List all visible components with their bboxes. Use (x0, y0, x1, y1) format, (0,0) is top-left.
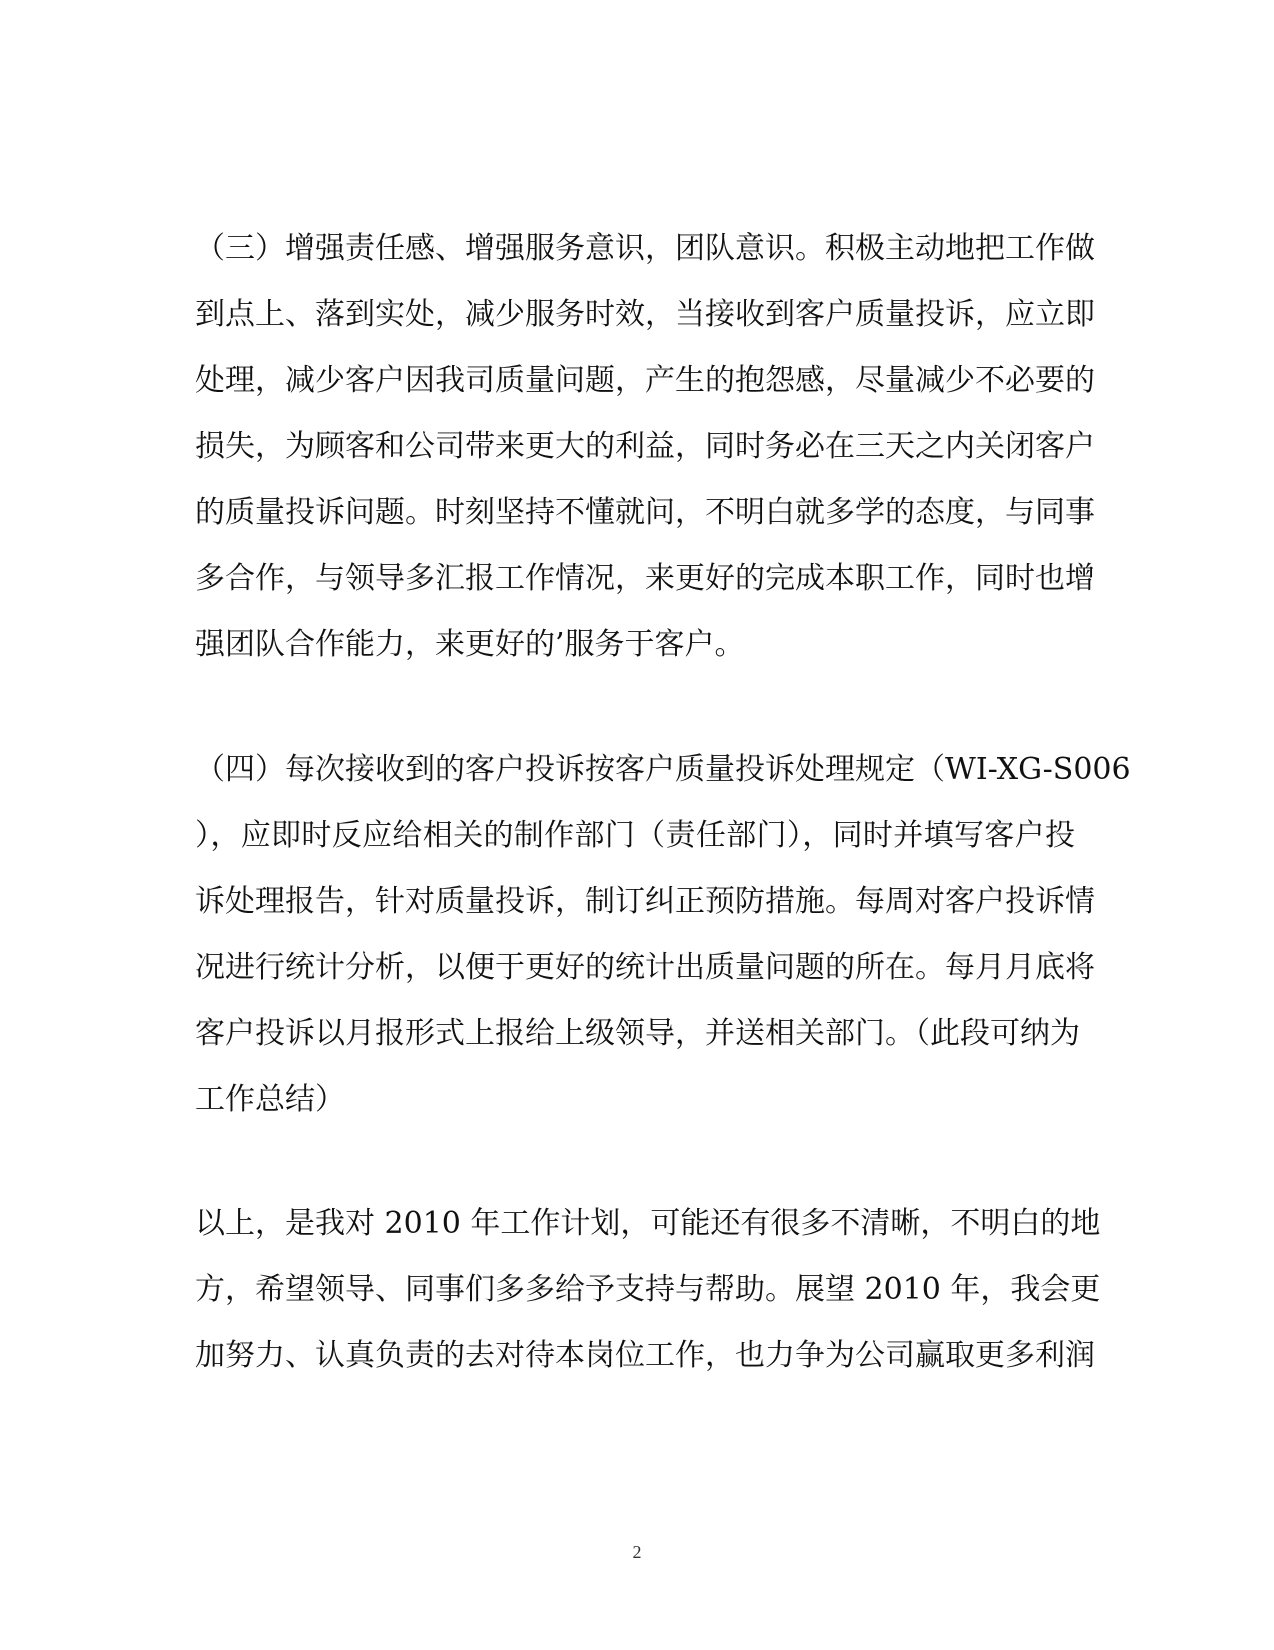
text-line: 方，希望领导、同事们多多给予支持与帮助。展望 2010 年，我会更 (195, 1272, 1101, 1307)
paragraph-conclusion (195, 1191, 1101, 1389)
text-line: 强团队合作能力，来更好的’服务于客户。 (195, 627, 745, 662)
text-line: 到点上、落到实处，减少服务时效，当接收到客户质量投诉，应立即 (195, 297, 1095, 332)
paragraph-section-four (195, 737, 1131, 1133)
text-line: 损失，为顾客和公司带来更大的利益，同时务必在三天之内关闭客户 (195, 429, 1095, 464)
text-line: 处理，减少客户因我司质量问题，产生的抱怨感，尽量减少不必要的 (195, 363, 1095, 398)
text-line: 诉处理报告，针对质量投诉，制订纠正预防措施。每周对客户投诉情 (195, 884, 1095, 919)
text-line: ），应即时反应给相关的制作部门（责任部门），同时并填写客户投 (195, 818, 1075, 853)
text-line: 工作总结） (195, 1082, 345, 1117)
text-line: 多合作，与领导多汇报工作情况，来更好的完成本职工作，同时也增 (195, 561, 1095, 596)
text-line: （四）每次接收到的客户投诉按客户质量投诉处理规定（WI-XG-S006 (195, 752, 1131, 787)
text-line: （三）增强责任感、增强服务意识，团队意识。积极主动地把工作做 (195, 231, 1095, 266)
text-line: 加努力、认真负责的去对待本岗位工作，也力争为公司赢取更多利润 (195, 1338, 1095, 1373)
text-line: 客户投诉以月报形式上报给上级领导，并送相关部门。（此段可纳为 (195, 1016, 1080, 1051)
text-line: 以上，是我对 2010 年工作计划，可能还有很多不清晰，不明白的地 (195, 1206, 1101, 1241)
page-number: 2 (632, 1542, 642, 1562)
text-line: 的质量投诉问题。时刻坚持不懂就问，不明白就多学的态度，与同事 (195, 495, 1095, 530)
paragraph-section-three (195, 216, 1095, 678)
text-line: 况进行统计分析，以便于更好的统计出质量问题的所在。每月月底将 (195, 950, 1095, 985)
